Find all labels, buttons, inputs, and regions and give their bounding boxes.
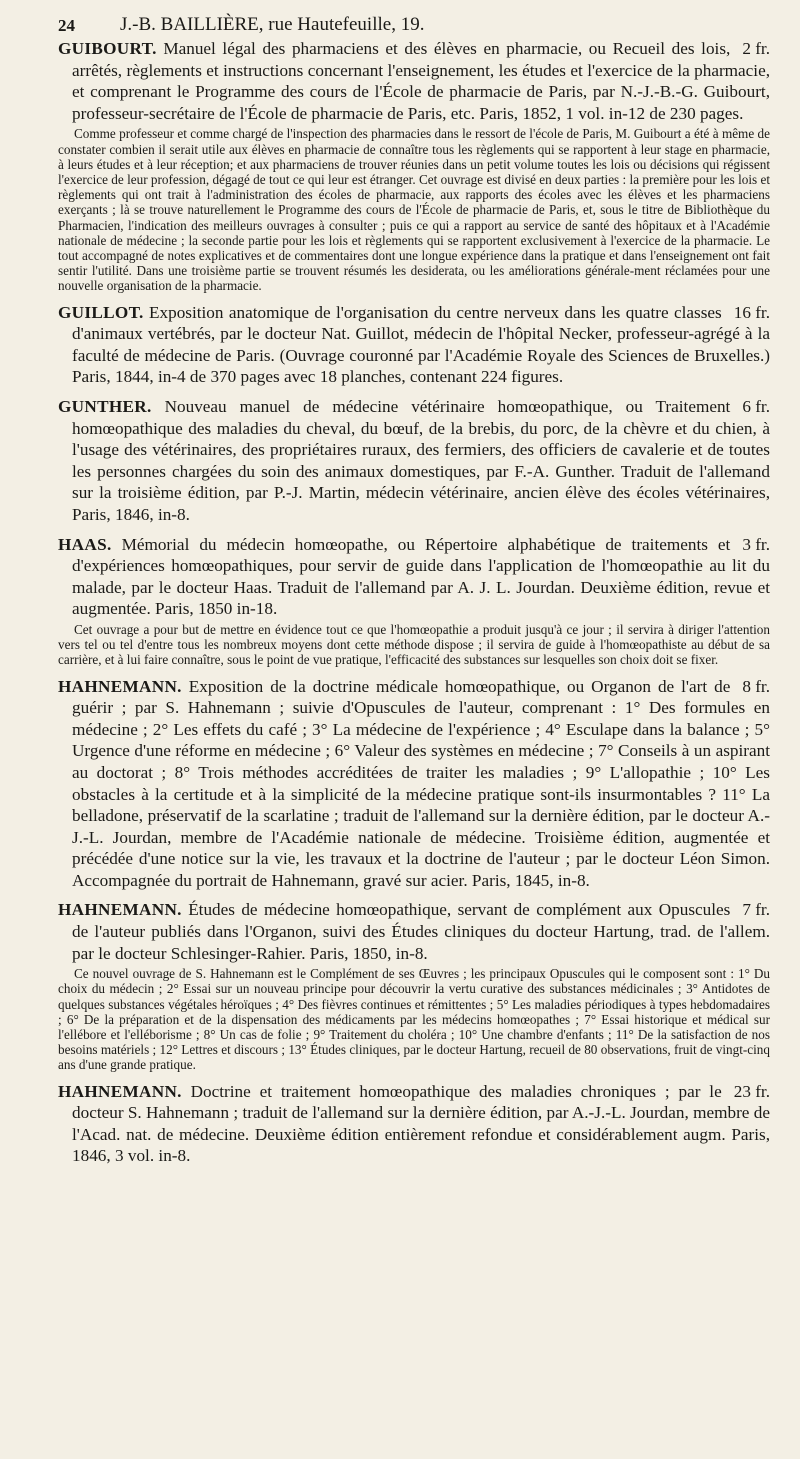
entry-note: Ce nouvel ouvrage de S. Hahnemann est le Complément de ses Œuvres ; les principaux Opuscules qui le composent sont : 1° Du choix du médecin ; 2° Essai sur un nouveau principe pour découvrir la vertu curative des substances médicinales ; 3° Antidotes de quelques substances végétales héroïques ; 4° Des fièvres continues et rémittentes ; 5° Les maladies périodiques à types hebdomadaires ; 6° De la préparation et de la dispensation des médicaments par les médecins homœopathes ; 7° Essai historique et médical sur l'ellébore et l'elléborisme ; 8° Un cas de folie ; 9° Traitement du choléra ; 10° Une chambre d'enfants ; 11° De la satisfaction de nos besoins matériels ; 12° Lettres et discours ; 13° Études cliniques, par le docteur Hartung, recueil de 80 observations, fruit de vingt-cinq ans d'une grande pratique. [58, 966, 770, 1073]
page-number: 24 [58, 16, 75, 35]
entry-note: Comme professeur et comme chargé de l'inspection des pharmacies dans le ressort de l'école de Paris, M. Guibourt a été à même de constater combien il serait utile aux élèves en pharmacie de connaître tous les règlements qui se rapportent à leur stage en pharmacie, à leurs études et à leur réception; et aux pharmaciens de trouver réunies dans un petit volume toutes les lois ou décisions qui régissent l'exercice de leur profession, dégagé de tout ce qui leur est étranger. Cet ouvrage est divisé en deux parties : la première pour les lois et règlements qui ont trait à l'administration des écoles de pharmacie, aux rapports des écoles avec les élèves et les pharmaciens exerçants ; là se trouve naturellement le Programme des cours de l'École de pharmacie de Paris, et, sous le titre de Bibliothèque du Pharmacien, l'indication des meilleurs ouvrages à consulter ; puis ce qui a rapport au service de santé des hôpitaux et à l'Académie nationale de médecine ; la seconde partie pour les lois et règlements qui se rapportent exclusivement à l'exercice de la pharmacie. Le tout accompagné de notes explicatives et de commentaires dont une longue expérience dans la pratique et dans l'enseignement ont fait sentir l'utilité. Dans une troisième partie se trouvent résumés les desiderata, ou les améliorations générale-ment réclamées pour une nouvelle organisation de la pharmacie. [58, 126, 770, 294]
entry-price: 23 fr. [733, 1081, 770, 1101]
entry-text [58, 899, 770, 964]
entry-price: 7 fr. [742, 900, 770, 920]
entry-text [58, 302, 770, 388]
catalogue-entry [58, 899, 770, 1072]
catalogue-entry [58, 302, 770, 388]
entry-text [58, 396, 770, 526]
catalogue-entry [58, 676, 770, 892]
entry-price: 8 fr. [742, 676, 770, 696]
catalogue-entry [58, 534, 770, 668]
entry-description: Études de médecine homœopathique, servant de complément aux Opuscules de l'auteur publiés dans l'Organon, suivi des Études cliniques du docteur Hartung, trad. de l'allem. par le docteur Schlesinger-Rahier. Paris, 1850, in-8. [72, 900, 770, 963]
publisher-line: J.-B. BAILLIÈRE, rue Hautefeuille, 19. [120, 14, 425, 35]
entry-note: Cet ouvrage a pour but de mettre en évidence tout ce que l'homœopathie a produit jusqu'à ce jour ; il servira à diriger l'attention vers tel ou tel d'entre tous les nombreux moyens dont cette méthode dispose ; il servira de guide à l'homœopathiste au début de sa carrière, et à lui faire connaître, sous le point de vue pratique, l'efficacité des substances sur lesquelles son choix doit se fixer. [58, 621, 770, 668]
catalogue-entry [58, 38, 770, 294]
entry-author: GUILLOT. [58, 302, 144, 322]
entry-author: HAHNEMANN. [58, 900, 182, 920]
running-head [58, 14, 770, 38]
entry-description: Mémorial du médecin homœopathe, ou Répertoire alphabétique de traitements et d'expériences homœopathiques, pour servir de guide dans l'application de l'homœopathie au lit du malade, par le docteur Haas. Traduit de l'allemand par A. J. L. Jourdan. Deuxième édition, revue et augmentée. Paris, 1850 in-18. [72, 534, 770, 619]
entry-text [58, 1081, 770, 1167]
entry-author: HAHNEMANN. [58, 676, 182, 696]
entry-description: Doctrine et traitement homœopathique des maladies chroniques ; par le docteur S. Hahnemann ; traduit de l'allemand sur la dernière édition, par A.-J.-L. Jourdan, membre de l'Acad. nat. de médecine. Deuxième édition entièrement refondue et considérablement augm. Paris, 1846, 3 vol. in-8. [72, 1081, 770, 1166]
entry-price: 3 fr. [742, 534, 770, 554]
entry-description: Exposition de la doctrine médicale homœopathique, ou Organon de l'art de guérir ; par S. Hahnemann ; suivie d'Opuscules de l'auteur, comprenant : 1° Des formules en médecine ; 2° Les effets du café ; 3° La médecine de l'expérience ; 4° Esculape dans la balance ; 5° Urgence d'une réforme en médecine ; 6° Valeur des systèmes en médecine ; 7° Conseils à un aspirant au doctorat ; 8° Trois méthodes accréditées de traiter les maladies ; 9° L'allopathie ; 10° Les obstacles à la certitude et à la simplicité de la médecine pratique sont-ils insurmontables ? 11° La belladone, préservatif de la scarlatine ; traduit de l'allemand sur la dernière édition, par le docteur A.-J.-L. Jourdan, membre de l'Académie nationale de médecine. Troisième édition, augmentée et précédée d'une notice sur la vie, les travaux et la doctrine de l'auteur ; par le docteur Léon Simon. Accompagnée du portrait de Hahnemann, gravé sur acier. Paris, 1845, in-8. [72, 676, 770, 890]
entry-description: Exposition anatomique de l'organisation du centre nerveux dans les quatre classes d'animaux vertébrés, par le docteur Nat. Guillot, médecin de l'hôpital Necker, professeur-agrégé à la faculté de médecine de Paris. (Ouvrage couronné par l'Académie Royale des Sciences de Bruxelles.) Paris, 1844, in-4 de 370 pages avec 18 planches, contenant 224 figures. [72, 302, 770, 387]
entry-price: 2 fr. [742, 39, 770, 58]
entry-author: GUNTHER. [58, 396, 152, 416]
entry-price: 16 fr. [733, 302, 770, 322]
entry-author: GUIBOURT. [58, 39, 157, 58]
entry-description: Nouveau manuel de médecine vétérinaire homœopathique, ou Traitement homœopathique des maladies du cheval, du bœuf, de la brebis, du porc, de la chèvre et du chien, à l'usage des vétérinaires, des propriétaires ruraux, des fermiers, des officiers de cavalerie et de toutes les personnes chargées du soin des animaux domestiques, par F.-A. Gunther. Traduit de l'allemand sur la troisième édition, par P.-J. Martin, médecin vétérinaire, ancien élève des écoles vétérinaires, Paris, 1846, in-8. [72, 396, 770, 524]
entry-text [58, 676, 770, 892]
entry-text [58, 534, 770, 620]
entry-description: Manuel légal des pharmaciens et des élèves en pharmacie, ou Recueil des lois, arrêtés, règlements et instructions concernant l'enseignement, les études et l'exercice de la pharmacie, et comprenant le Programme des cours de l'École de pharmacie de Paris, par N.-J.-B.-G. Guibourt, professeur-secrétaire de l'École de pharmacie de Paris, etc. Paris, 1852, 1 vol. in-12 de 230 pages. [72, 39, 770, 123]
entry-author: HAHNEMANN. [58, 1081, 182, 1101]
catalogue-entry [58, 1081, 770, 1167]
entry-text [58, 38, 770, 124]
entry-author: HAAS. [58, 534, 112, 554]
catalogue-entry [58, 396, 770, 526]
entry-price: 6 fr. [742, 396, 770, 416]
